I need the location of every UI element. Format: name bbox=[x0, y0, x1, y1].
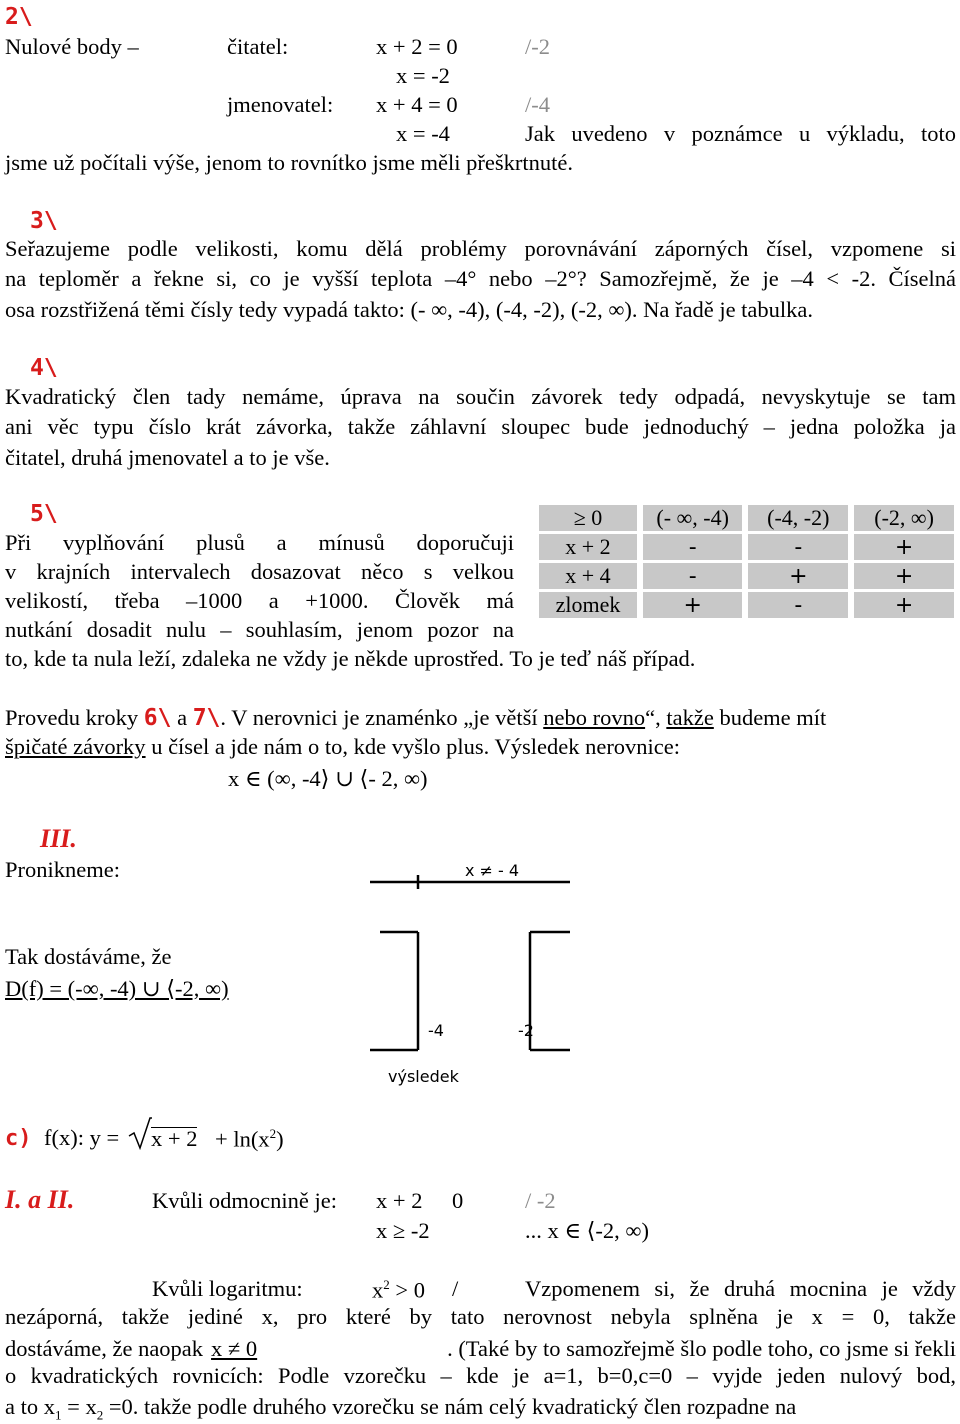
log-text: =0. takže podle druhého vzorečku se nám celý kvadratický člen rozpadne na bbox=[108, 1394, 797, 1419]
steps-text: budeme mít bbox=[719, 705, 827, 730]
section-4-number: 4\ bbox=[30, 355, 58, 381]
log-text: = x bbox=[67, 1394, 97, 1419]
figure-result-label: výsledek bbox=[388, 1067, 459, 1086]
log-condition bbox=[372, 1278, 425, 1302]
log-line-2: nezáporná, takže jediné x, pro které by tato nerovnost nebyla splněna je x = 0, takže bbox=[5, 1304, 956, 1329]
section-3-line-2: na teploměr a řekne si, co je vyšší teplota –4° nebo –2°? Samozřejmě, že je –4 < -2. Číselná bbox=[5, 266, 956, 291]
section-5-line-5: to, kde ta nula leží, zdaleka ne vždy je někde uprostřed. To je teď náš případ. bbox=[5, 646, 696, 671]
section-3-line-1: Seřazujeme podle velikosti, komu dělá problémy porovnávání záporných čísel, vzpomene si bbox=[5, 236, 956, 261]
tick-label-minus-2: -2 bbox=[518, 1021, 534, 1040]
sqrt-interval: ... x ∈ ⟨-2, ∞) bbox=[525, 1218, 649, 1243]
section-4-line-1: Kvadratický člen tady nemáme, úprava na součin závorek tedy odpadá, nevyskytuje se tam bbox=[5, 384, 956, 409]
log-text: dostáváme, že naopak bbox=[5, 1336, 204, 1361]
log-reason: Kvůli logaritmu: bbox=[152, 1276, 303, 1301]
log-step: / bbox=[452, 1276, 459, 1301]
steps-text: “, bbox=[645, 705, 661, 730]
row-label-cell: x + 4 bbox=[539, 563, 637, 589]
sqrt-icon bbox=[128, 1116, 152, 1150]
formula-text: + ln(x bbox=[215, 1126, 270, 1152]
header-cell: ≥ 0 bbox=[539, 505, 637, 531]
denominator-step: /-4 bbox=[525, 92, 550, 117]
subscript: 2 bbox=[96, 1407, 104, 1423]
section-3-number: 3\ bbox=[30, 208, 58, 234]
part-c-formula-tail bbox=[215, 1127, 284, 1151]
header-cell: (-4, -2) bbox=[748, 505, 848, 531]
section-2-number: 2\ bbox=[5, 4, 33, 30]
denominator-result: x = -4 bbox=[396, 121, 450, 146]
steps-underlined: takže bbox=[666, 705, 714, 730]
intersect-label: Pronikneme: bbox=[5, 857, 120, 882]
sqrt-condition: x + 2 bbox=[376, 1188, 423, 1213]
sign-table bbox=[533, 502, 960, 621]
sign-cell: + bbox=[748, 563, 848, 589]
log-line-5 bbox=[5, 1396, 796, 1422]
log-condition-exp: 2 bbox=[383, 1277, 390, 1292]
inequality-result: x ∈ (∞, -4⟩ ∪ ⟨- 2, ∞) bbox=[228, 766, 428, 791]
denominator-equation: x + 4 = 0 bbox=[376, 92, 458, 117]
table-row bbox=[539, 563, 954, 589]
section-4-line-3: čitatel, druhá jmenovatel a to je vše. bbox=[5, 445, 330, 470]
table-row bbox=[539, 592, 954, 618]
log-line-4: o kvadratických rovnicích: Podle vzorečku – kde je a=1, b=0,c=0 – vyjde jeden nulový bod, bbox=[5, 1363, 956, 1388]
formula-text: f(x): y = bbox=[44, 1125, 120, 1150]
sqrt-reason: Kvůli odmocnině je: bbox=[152, 1188, 337, 1213]
zero-points-label: Nulové body – bbox=[5, 34, 139, 59]
log-line-3 bbox=[5, 1338, 956, 1361]
sign-cell: - bbox=[643, 563, 742, 589]
step-7-label: 7\ bbox=[192, 705, 221, 731]
section-5-line-3: velikostí, třeba –1000 a +1000. Člověk má bbox=[5, 588, 514, 613]
numerator-result: x = -2 bbox=[396, 63, 450, 88]
table-row bbox=[539, 534, 954, 560]
formula-exponent: 2 bbox=[269, 1126, 277, 1141]
header-cell: (-2, ∞) bbox=[854, 505, 954, 531]
note-text: Jak uvedeno v poznámce u výkladu, toto bbox=[525, 121, 956, 146]
log-result: x ≠ 0 bbox=[211, 1336, 258, 1361]
sign-cell: - bbox=[643, 534, 742, 560]
step-6-label: 6\ bbox=[143, 705, 172, 731]
part-1-2-number: I. a II. bbox=[5, 1185, 75, 1214]
conclusion-text: Tak dostáváme, že bbox=[5, 944, 172, 969]
sign-cell: + bbox=[854, 534, 954, 560]
section-5-line-2: v krajních intervalech dosazovat něco s velkou bbox=[5, 559, 514, 584]
numerator-equation: x + 2 = 0 bbox=[376, 34, 458, 59]
table-header-row bbox=[539, 505, 954, 531]
part-c-formula bbox=[44, 1127, 119, 1150]
tick-label-minus-4: -4 bbox=[428, 1021, 444, 1040]
denominator-label: jmenovatel: bbox=[227, 92, 334, 117]
part-3-number: III. bbox=[40, 824, 77, 853]
section-3-line-3: osa rozstřižená těmi čísly tedy vypadá takto: (- ∞, -4), (-4, -2), (-2, ∞). Na řadě je tabulka. bbox=[5, 297, 814, 322]
steps-underlined: nebo rovno bbox=[543, 705, 646, 730]
sign-cell: + bbox=[643, 592, 742, 618]
intersection-figure bbox=[370, 860, 570, 1090]
steps-line-1 bbox=[5, 707, 826, 730]
note-text-cont: jsme už počítali výše, jenom to rovnítko jsme měli přeškrtnuté. bbox=[5, 150, 574, 175]
section-5-line-1: Při vyplňování plusů a mínusů doporučuji bbox=[5, 530, 514, 555]
sqrt-condition-zero: 0 bbox=[452, 1188, 464, 1213]
figure-top-label: x ≠ - 4 bbox=[465, 861, 520, 880]
log-condition-rhs: > 0 bbox=[395, 1277, 425, 1303]
row-label-cell: x + 2 bbox=[539, 534, 637, 560]
log-condition-x: x bbox=[372, 1277, 384, 1303]
steps-text: . V nerovnici je znaménko „je větší bbox=[220, 705, 538, 730]
sign-cell: + bbox=[854, 563, 954, 589]
steps-text: Provedu kroky bbox=[5, 705, 139, 730]
sign-cell: - bbox=[748, 592, 848, 618]
sqrt-step: / -2 bbox=[525, 1188, 556, 1213]
sign-cell: + bbox=[854, 592, 954, 618]
log-note: Vzpomenem si, že druhá mocnina je vždy bbox=[525, 1276, 956, 1301]
row-label-cell: zlomek bbox=[539, 592, 637, 618]
steps-line-2 bbox=[5, 736, 680, 759]
numerator-label: čitatel: bbox=[227, 34, 289, 59]
subscript: 1 bbox=[55, 1407, 62, 1423]
part-c-label: c) bbox=[5, 1126, 32, 1151]
domain-result: D(f) = (-∞, -4) ∪ ⟨-2, ∞) bbox=[5, 976, 229, 1001]
sqrt-radicand: x + 2 bbox=[151, 1126, 198, 1151]
header-cell: (- ∞, -4) bbox=[643, 505, 742, 531]
section-4-line-2: ani věc typu číslo krát závorka, takže záhlavní sloupec bude jednoduchý – jedna položka ja bbox=[5, 414, 956, 439]
sign-cell: - bbox=[748, 534, 848, 560]
numerator-step: /-2 bbox=[525, 34, 550, 59]
formula-text: ) bbox=[276, 1126, 284, 1152]
steps-text: a bbox=[177, 705, 188, 730]
steps-underlined: špičaté závorky bbox=[5, 734, 146, 759]
sqrt-result: x ≥ -2 bbox=[376, 1218, 430, 1243]
log-text: . (Také by to samozřejmě šlo podle toho, co jsme si řekli bbox=[447, 1336, 956, 1361]
steps-text: u čísel a jde nám o to, kde vyšlo plus. Výsledek nerovnice: bbox=[151, 734, 681, 759]
log-text: a to x bbox=[5, 1394, 55, 1419]
section-5-number: 5\ bbox=[30, 501, 58, 527]
section-5-line-4: nutkání dosadit nulu – souhlasím, jenom pozor na bbox=[5, 617, 514, 642]
